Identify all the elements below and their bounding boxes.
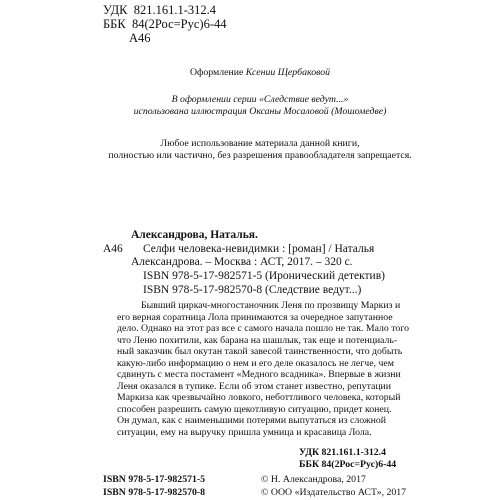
bbk-label: ББК xyxy=(103,17,126,31)
design-credit-prefix: Оформление xyxy=(189,67,246,78)
catalog-author: Александрова, Наталья. xyxy=(131,229,258,241)
bottom-copyright-author: © Н. Александрова, 2017 xyxy=(261,474,366,485)
catalog-isbn1: ISBN 978-5-17-982571-5 (Иронический детектив) xyxy=(143,270,385,282)
udk-line xyxy=(103,3,216,17)
annotation-line: его верная соратница Лола принимаются за очередное запутанное xyxy=(117,311,393,323)
copyright-notice-line2: полностью или частично, без разрешения правообладателя запрещается. xyxy=(108,149,412,161)
copyright-notice xyxy=(0,138,500,161)
annotation-line: что Леню похитили, как барана на шашлык, так еще и потенциаль- xyxy=(117,334,398,346)
annotation-line: Бывший циркач-многостаночник Леня по прозвищу Маркиз и xyxy=(141,300,401,311)
catalog-isbn2: ISBN 978-5-17-982570-8 (Следствие ведут...) xyxy=(143,284,362,296)
catalog-title-line2: Александрова. – Москва : АСТ, 2017. – 320 с. xyxy=(131,256,353,268)
footer-bbk: ББК 84(2Рос=Рус)6-44 xyxy=(299,459,397,470)
udk-value: 821.161.1-312.4 xyxy=(133,3,216,17)
series-credit-line2: использована иллюстрация Оксаны Мосаловой (Мошомедве) xyxy=(133,105,387,117)
design-credit-name: Ксении Щербаковой xyxy=(245,67,331,78)
annotation-line: ный заказчик был окутан такой завесой таинственности, что добыть xyxy=(117,346,403,357)
bbk-value: 84(2Рос=Рус)6-44 xyxy=(131,17,227,31)
copyright-notice-line1: Любое использование материала данной книги, xyxy=(160,138,360,149)
annotation xyxy=(117,300,410,438)
annotation-line: Маркиза как чрезвычайно ловкого, неботтливого человека, который xyxy=(117,392,401,403)
annotation-line: какую-либо информацию о нем и его деле оказалось не легче, чем xyxy=(117,357,394,369)
annotation-line: Леня оказался в тупике. Если об этом станет известно, репутации xyxy=(117,380,392,392)
annotation-line: ситуации, ему на выручку пришла умница и красавица Лола. xyxy=(117,426,372,438)
annotation-line: способен разрешить самую щекотливую ситуацию, придет конец. xyxy=(117,403,392,415)
author-mark-top: А46 xyxy=(129,31,151,45)
footer-udk: УДК 821.161.1-312.4 xyxy=(299,447,386,458)
design-credit xyxy=(0,67,500,79)
bottom-isbn1: ISBN 978-5-17-982571-5 xyxy=(103,474,206,485)
bottom-copyright-publisher: © ООО «Издательство АСТ», 2017 xyxy=(261,487,407,498)
bbk-line xyxy=(103,17,227,31)
annotation-line: сдвинуть с места постамент «Медного всадника». Впервые в жизни xyxy=(117,369,401,380)
annotation-line: дело. Однако на этот раз все с самого начала пошло не так. Мало того xyxy=(117,323,410,334)
annotation-line: Он думал, как с наименьшими потерями выпутаться из сложной xyxy=(117,415,387,426)
series-credit-line1: В оформлении серии «Следствие ведут...» xyxy=(171,94,349,105)
bottom-isbn2: ISBN 978-5-17-982570-8 xyxy=(103,487,206,498)
catalog-mark: А46 xyxy=(103,243,123,255)
udk-label: УДК xyxy=(103,3,128,17)
catalog-title-line1: Селфи человека-невидимки : [роман] / Наталья xyxy=(143,243,375,255)
series-credit xyxy=(0,94,500,117)
